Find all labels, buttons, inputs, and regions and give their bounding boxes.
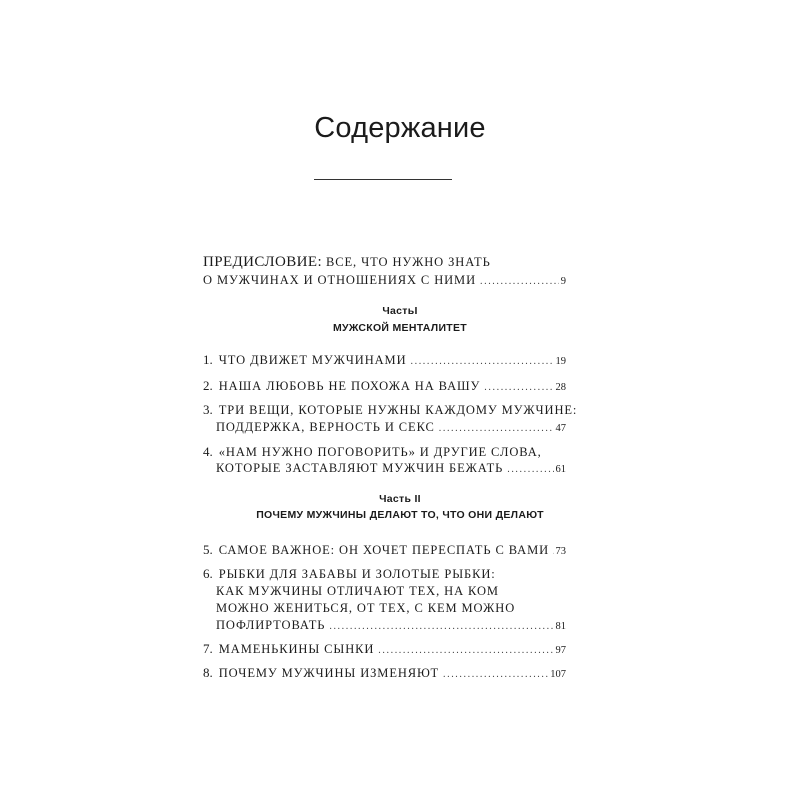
dot-leader (480, 276, 559, 287)
chapter-title: МАМЕНЬКИНЫ СЫНКИ (218, 642, 375, 656)
page-number: 9 (560, 276, 566, 287)
page-number: 107 (550, 669, 566, 680)
toc-entry-chapter-4-line-1 (203, 444, 542, 460)
preface-heading: ПРЕДИСЛОВИЕ: (203, 254, 323, 270)
toc-entry-chapter-3-line-1 (203, 402, 577, 418)
toc-entry-chapter-6[interactable] (216, 618, 566, 633)
toc-entry-text: О МУЖЧИНАХ И ОТНОШЕНИЯХ С НИМИ (203, 273, 476, 287)
chapter-number: 2. (203, 378, 213, 393)
preface-line-1 (203, 254, 491, 271)
chapter-title-cont: ПОФЛИРТОВАТЬ (216, 618, 326, 632)
chapter-number: 8. (203, 665, 213, 680)
toc-entry-chapter-5[interactable] (203, 542, 566, 558)
toc-entry-chapter-8[interactable] (203, 665, 566, 681)
chapter-title-cont: ПОДДЕРЖКА, ВЕРНОСТЬ И СЕКС (216, 420, 435, 434)
toc-entry-chapter-7[interactable] (203, 641, 566, 657)
page-number: 81 (555, 621, 566, 632)
chapter-title: САМОЕ ВАЖНОЕ: ОН ХОЧЕТ ПЕРЕСПАТЬ С ВАМИ (218, 543, 550, 557)
dot-leader (484, 382, 553, 393)
dot-leader (378, 645, 553, 656)
dot-leader (329, 621, 553, 632)
chapter-number: 6. (203, 566, 213, 581)
chapter-number: 4. (203, 444, 213, 459)
dot-leader (411, 356, 554, 367)
chapter-number: 3. (203, 402, 213, 417)
part-title: МУЖСКОЙ МЕНТАЛИТЕТ (332, 322, 468, 334)
toc-entry-chapter-1[interactable] (203, 352, 566, 368)
page-number: 73 (555, 546, 566, 557)
chapter-number: 7. (203, 641, 213, 656)
chapter-title-cont: КАК МУЖЧИНЫ ОТЛИЧАЮТ ТЕХ, НА КОМ (216, 584, 499, 598)
chapter-title: ТРИ ВЕЩИ, КОТОРЫЕ НУЖНЫ КАЖДОМУ МУЖЧИНЕ: (218, 403, 578, 417)
chapter-title: ПОЧЕМУ МУЖЧИНЫ ИЗМЕНЯЮТ (218, 666, 439, 680)
toc-entry-chapter-2[interactable] (203, 378, 566, 394)
toc-entry-chapter-3[interactable] (216, 420, 566, 435)
dot-leader (439, 423, 554, 434)
part-label: Часть II (379, 493, 421, 505)
page-title: Содержание (314, 112, 486, 144)
chapter-title: «НАМ НУЖНО ПОГОВОРИТЬ» И ДРУГИЕ СЛОВА, (218, 445, 542, 459)
chapter-number: 5. (203, 542, 213, 557)
toc-entry-preface[interactable] (203, 273, 566, 288)
toc-entry-chapter-4[interactable] (216, 461, 566, 476)
page-number: 47 (555, 423, 566, 434)
page-number: 19 (555, 356, 566, 367)
preface-subtitle: ВСЕ, ЧТО НУЖНО ЗНАТЬ (326, 255, 491, 269)
page-number: 28 (555, 382, 566, 393)
chapter-title: ЧТО ДВИЖЕТ МУЖЧИНАМИ (218, 353, 407, 367)
chapter-title-cont: МОЖНО ЖЕНИТЬСЯ, ОТ ТЕХ, С КЕМ МОЖНО (216, 601, 516, 615)
toc-entry-chapter-6-line-1 (203, 566, 496, 582)
part-label: ЧастьI (382, 305, 418, 317)
page-number: 61 (555, 464, 566, 475)
page-number: 97 (555, 645, 566, 656)
chapter-title: НАША ЛЮБОВЬ НЕ ПОХОЖА НА ВАШУ (218, 379, 481, 393)
dot-leader (507, 464, 553, 475)
chapter-title-cont: КОТОРЫЕ ЗАСТАВЛЯЮТ МУЖЧИН БЕЖАТЬ (216, 461, 504, 475)
chapter-number: 1. (203, 352, 213, 367)
chapter-title: РЫБКИ ДЛЯ ЗАБАВЫ И ЗОЛОТЫЕ РЫБКИ: (218, 567, 496, 581)
part-title: ПОЧЕМУ МУЖЧИНЫ ДЕЛАЮТ ТО, ЧТО ОНИ ДЕЛАЮТ (256, 509, 544, 521)
dot-leader (443, 669, 548, 680)
